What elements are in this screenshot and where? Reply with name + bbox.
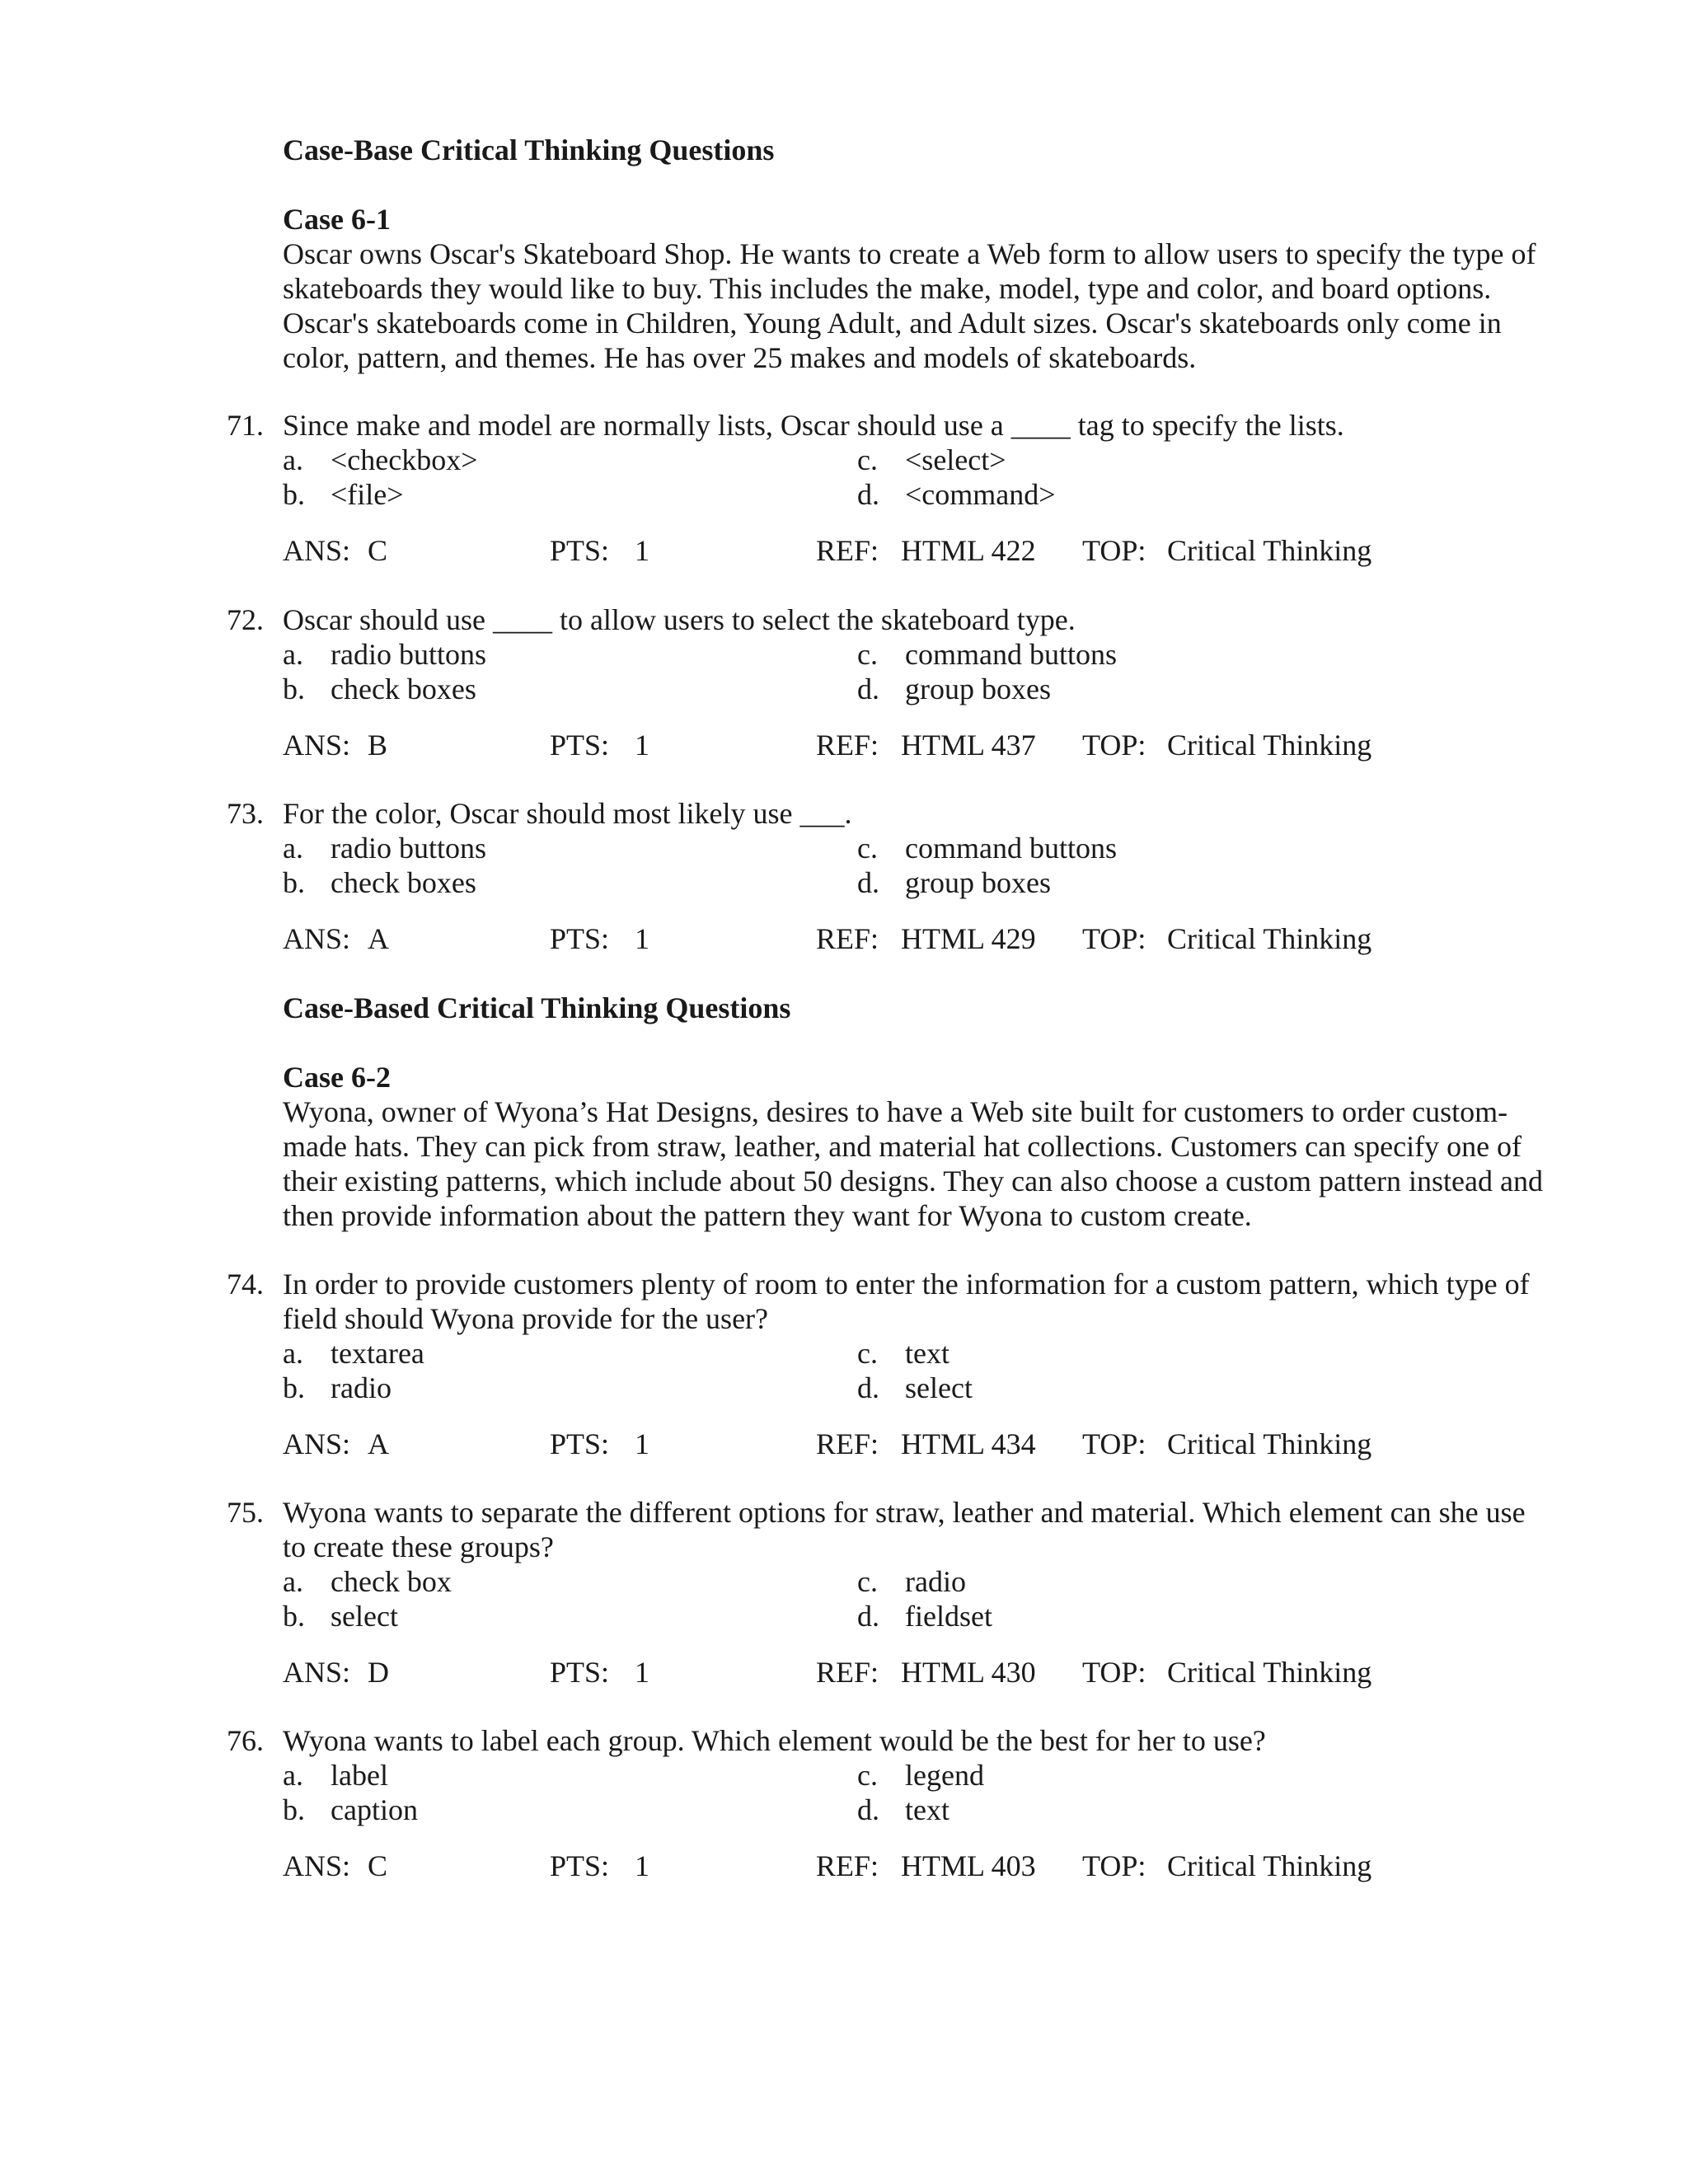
option-text: text: [905, 1793, 950, 1826]
case-text: Wyona, owner of Wyona’s Hat Designs, desires to have a Web site built for customers to order custom-made hats. They can pick from straw, leather, and material hat collections. Customers can specify one of their existing patterns, which include about 50 designs. They can also choose a custom pattern instead and then provide information about the pattern they want for Wyona to custom create.: [283, 1095, 1543, 1232]
option-letter: a.: [283, 1565, 303, 1598]
case-title: Case 6-2: [283, 1061, 391, 1094]
ref-label: REF:: [816, 922, 879, 955]
option-text: check boxes: [331, 866, 476, 899]
question-number: 75.: [227, 1496, 264, 1529]
option-text: label: [331, 1759, 388, 1792]
option-text: <checkbox>: [331, 443, 478, 476]
pts-label: PTS:: [550, 534, 610, 567]
option-text: caption: [331, 1793, 418, 1826]
pts-value: 1: [635, 1427, 649, 1460]
option-text: command buttons: [905, 832, 1117, 865]
pts-label: PTS:: [550, 922, 610, 955]
option-letter: c.: [857, 638, 878, 671]
option-letter: c.: [857, 1565, 878, 1598]
case-description: [283, 1060, 1544, 1233]
ref-value: HTML 434: [901, 1427, 1036, 1460]
question-number: 71.: [227, 409, 264, 442]
option-text: fieldset: [905, 1600, 992, 1633]
option-text: check boxes: [331, 673, 476, 705]
ans-value: A: [368, 1427, 389, 1460]
top-label: TOP:: [1082, 1849, 1146, 1882]
question-stem: In order to provide customers plenty of room to enter the information for a custom pattern, which type of field should Wyona provide for the user?: [283, 1268, 1530, 1335]
ans-label: ANS:: [283, 1849, 351, 1882]
option-text: check box: [331, 1565, 452, 1598]
ans-label: ANS:: [283, 729, 351, 762]
option-letter: a.: [283, 1759, 303, 1792]
option-text: <file>: [331, 478, 404, 511]
option-text: textarea: [331, 1337, 424, 1370]
option-text: radio: [905, 1565, 966, 1598]
option-text: select: [905, 1371, 973, 1404]
ref-label: REF:: [816, 1849, 879, 1882]
option-text: radio buttons: [331, 832, 486, 865]
option-letter: c.: [857, 443, 878, 476]
option-letter: a.: [283, 443, 303, 476]
ans-label: ANS:: [283, 922, 351, 955]
ref-label: REF:: [816, 1656, 879, 1689]
pts-value: 1: [635, 922, 649, 955]
question-number: 72.: [227, 603, 264, 636]
option-letter: b.: [283, 1600, 305, 1633]
option-letter: b.: [283, 866, 305, 899]
ans-value: D: [368, 1656, 389, 1689]
question-stem: Wyona wants to separate the different options for straw, leather and material. Which element can she use to create these groups?: [283, 1496, 1526, 1563]
ref-value: HTML 403: [901, 1849, 1036, 1882]
option-letter: d.: [857, 1371, 879, 1404]
option-letter: b.: [283, 673, 305, 705]
top-label: TOP:: [1082, 534, 1146, 567]
option-text: radio: [331, 1371, 392, 1404]
option-text: select: [331, 1600, 398, 1633]
option-text: radio buttons: [331, 638, 486, 671]
option-letter: b.: [283, 478, 305, 511]
top-label: TOP:: [1082, 922, 1146, 955]
top-label: TOP:: [1082, 729, 1146, 762]
ref-value: HTML 437: [901, 729, 1036, 762]
ans-value: B: [368, 729, 388, 762]
option-text: command buttons: [905, 638, 1117, 671]
question-stem: Since make and model are normally lists, Oscar should use a ____ tag to specify the lists.: [283, 409, 1344, 442]
option-text: text: [905, 1337, 950, 1370]
top-value: Critical Thinking: [1167, 534, 1372, 567]
option-letter: d.: [857, 673, 879, 705]
top-value: Critical Thinking: [1167, 1656, 1372, 1689]
option-text: group boxes: [905, 673, 1051, 705]
pts-value: 1: [635, 1849, 649, 1882]
top-value: Critical Thinking: [1167, 1849, 1372, 1882]
ans-value: C: [368, 1849, 388, 1882]
option-text: group boxes: [905, 866, 1051, 899]
option-text: legend: [905, 1759, 984, 1792]
case-description: [283, 202, 1544, 375]
option-letter: d.: [857, 478, 879, 511]
ref-label: REF:: [816, 729, 879, 762]
option-letter: d.: [857, 1793, 879, 1826]
pts-label: PTS:: [550, 1656, 610, 1689]
ans-value: C: [368, 534, 388, 567]
pts-value: 1: [635, 729, 649, 762]
top-value: Critical Thinking: [1167, 922, 1372, 955]
option-letter: b.: [283, 1371, 305, 1404]
option-letter: c.: [857, 1759, 878, 1792]
option-letter: d.: [857, 1600, 879, 1633]
case-title: Case 6-1: [283, 203, 391, 236]
ans-label: ANS:: [283, 1656, 351, 1689]
pts-value: 1: [635, 1656, 649, 1689]
ans-label: ANS:: [283, 534, 351, 567]
top-label: TOP:: [1082, 1427, 1146, 1460]
option-text: <command>: [905, 478, 1056, 511]
question-number: 74.: [227, 1268, 264, 1301]
case-text: Oscar owns Oscar's Skateboard Shop. He wants to create a Web form to allow users to specify the type of skateboards they would like to buy. This includes the make, model, type and color, and board options. Oscar's skateboards come in Children, Young Adult, and Adult sizes. Oscar's skateboards only come in color, pattern, and themes. He has over 25 makes and models of skateboards.: [283, 237, 1536, 374]
option-letter: b.: [283, 1793, 305, 1826]
option-letter: a.: [283, 832, 303, 865]
option-letter: c.: [857, 832, 878, 865]
option-letter: d.: [857, 866, 879, 899]
top-value: Critical Thinking: [1167, 729, 1372, 762]
question-stem: For the color, Oscar should most likely use ___.: [283, 797, 852, 830]
ref-value: HTML 429: [901, 922, 1036, 955]
ref-label: REF:: [816, 1427, 879, 1460]
pts-value: 1: [635, 534, 649, 567]
ref-value: HTML 422: [901, 534, 1036, 567]
ref-label: REF:: [816, 534, 879, 567]
pts-label: PTS:: [550, 1427, 610, 1460]
pts-label: PTS:: [550, 1849, 610, 1882]
option-text: <select>: [905, 443, 1006, 476]
section-heading: Case-Base Critical Thinking Questions: [283, 134, 775, 166]
question-stem: Oscar should use ____ to allow users to select the skateboard type.: [283, 603, 1076, 636]
option-letter: a.: [283, 1337, 303, 1370]
ans-label: ANS:: [283, 1427, 351, 1460]
ans-value: A: [368, 922, 389, 955]
section-heading: Case-Based Critical Thinking Questions: [283, 991, 791, 1024]
ref-value: HTML 430: [901, 1656, 1036, 1689]
option-letter: c.: [857, 1337, 878, 1370]
top-label: TOP:: [1082, 1656, 1146, 1689]
top-value: Critical Thinking: [1167, 1427, 1372, 1460]
question-number: 76.: [227, 1724, 264, 1757]
option-letter: a.: [283, 638, 303, 671]
question-number: 73.: [227, 797, 264, 830]
question-stem: Wyona wants to label each group. Which element would be the best for her to use?: [283, 1724, 1266, 1757]
pts-label: PTS:: [550, 729, 610, 762]
